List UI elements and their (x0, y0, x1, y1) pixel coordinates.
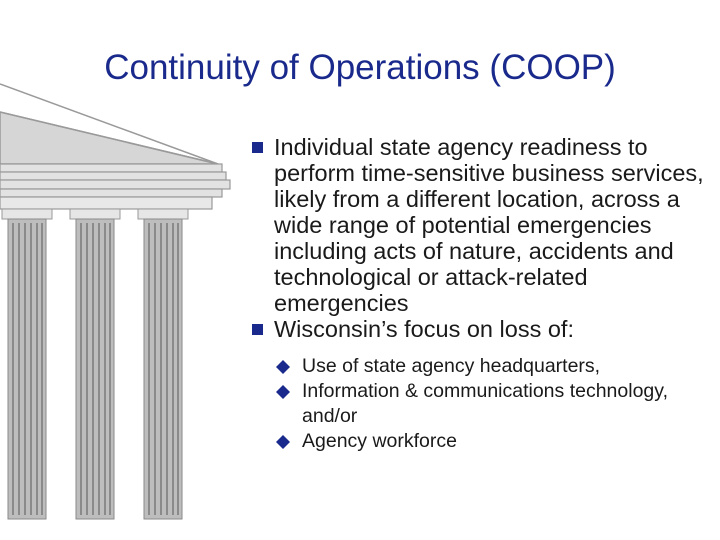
bullet-text: Wisconsin’s focus on loss of: (274, 316, 574, 342)
bullet-text: Individual state agency readiness to perform time-sensitive business services, likely from a different location, across a wide range of potential emergencies including acts of nature, accidents and technological or attack-related emergencies (274, 134, 704, 316)
greek-temple-icon (0, 60, 250, 540)
sub-bullet-item (274, 354, 712, 379)
diamond-bullet-icon (276, 385, 290, 399)
sub-bullet-text: Agency workforce (302, 430, 457, 452)
sub-bullet-text: Use of state agency headquarters, (302, 355, 601, 377)
bullet-item (252, 316, 712, 342)
sub-bullet-item (274, 429, 712, 454)
bullet-item (252, 134, 712, 316)
sub-bullet-list (252, 354, 712, 454)
sub-bullet-item (274, 379, 712, 429)
diamond-bullet-icon (276, 435, 290, 449)
sub-bullet-text: Information & communications technology, and/or (302, 380, 668, 427)
square-bullet-icon (252, 324, 263, 335)
bullet-list (252, 134, 712, 454)
diamond-bullet-icon (276, 360, 290, 374)
square-bullet-icon (252, 142, 263, 153)
slide-title: Continuity of Operations (COOP) (104, 48, 616, 87)
